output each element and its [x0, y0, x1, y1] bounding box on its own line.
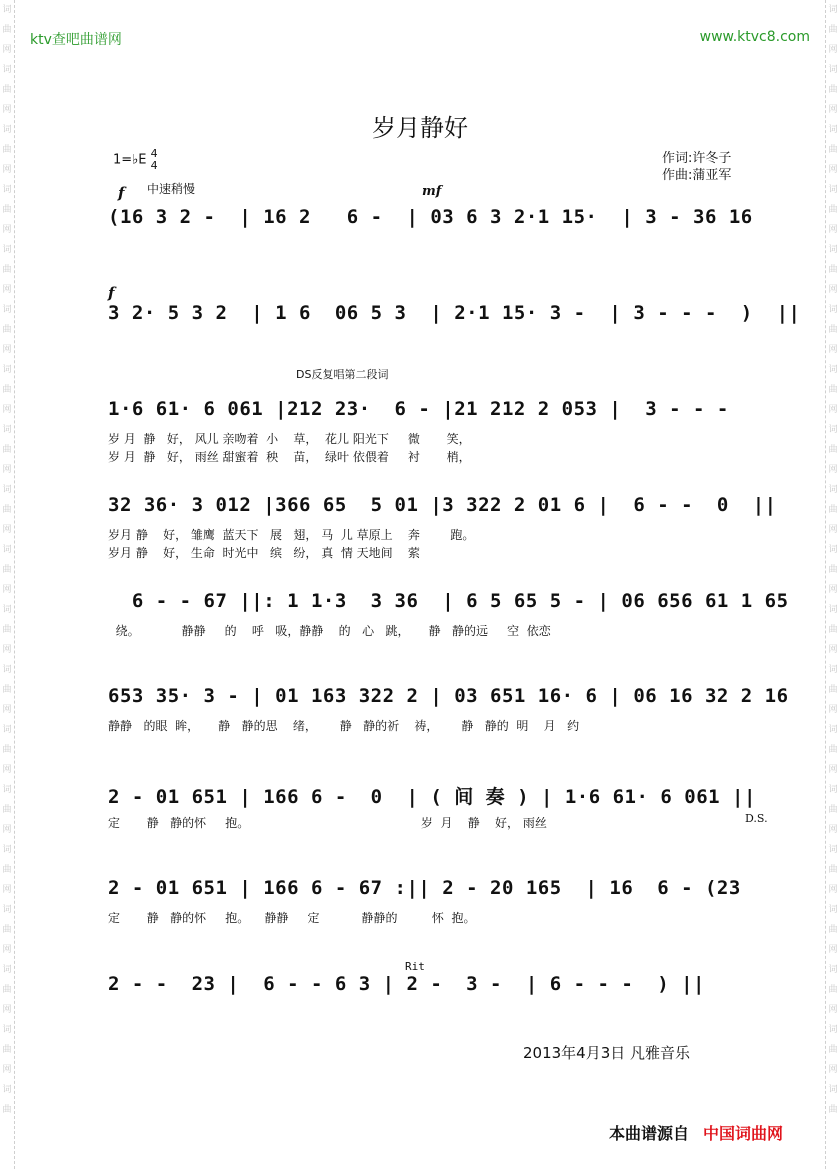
notation-line: 2 - - 23 | 6 - - 6 3 | 2 - 3 - | 6 - - - ) ||: [108, 973, 705, 995]
notation-line: (16 3 2 - | 16 2 6 - | 03 6 3 2·1 15· | 3 - 36 16: [108, 206, 753, 228]
watermark-char: 曲: [828, 145, 838, 155]
watermark-char: 网: [828, 945, 838, 955]
left-margin-watermark: [0, 0, 15, 1169]
notation-line: 3 2· 5 3 2 | 1 6 06 5 3 | 2·1 15· 3 - | 3 - - - ) ||: [108, 302, 801, 324]
watermark-char: 词: [828, 545, 838, 555]
watermark-char: 词: [828, 605, 838, 615]
watermark-char: 网: [2, 1065, 12, 1075]
watermark-char: 词: [2, 725, 12, 735]
watermark-char: 词: [2, 485, 12, 495]
watermark-char: 网: [828, 45, 838, 55]
watermark-char: 网: [2, 825, 12, 835]
watermark-char: 曲: [2, 265, 12, 275]
watermark-char: 曲: [828, 565, 838, 575]
time-numerator: 4: [150, 147, 158, 160]
watermark-char: 词: [2, 245, 12, 255]
credits: [662, 150, 731, 184]
watermark-char: 网: [2, 765, 12, 775]
watermark-char: 词: [2, 305, 12, 315]
watermark-char: 网: [2, 525, 12, 535]
watermark-char: 词: [828, 125, 838, 135]
watermark-char: 曲: [828, 385, 838, 395]
lyrics-verse-1: 定 静 静的怀 抱。 静静 定 静静的 怀 抱。: [108, 911, 476, 925]
notation-line: 6 - - 67 ||: 1 1·3 3 36 | 6 5 65 5 - | 06 656 61 1 65: [108, 590, 789, 612]
watermark-char: 词: [2, 365, 12, 375]
watermark-char: 词: [828, 365, 838, 375]
right-margin-watermark: [825, 0, 840, 1169]
watermark-char: 网: [2, 105, 12, 115]
watermark-char: 曲: [828, 325, 838, 335]
watermark-char: 网: [828, 1005, 838, 1015]
key-signature: [113, 148, 158, 172]
watermark-char: 曲: [828, 685, 838, 695]
watermark-char: 网: [2, 705, 12, 715]
watermark-char: 网: [828, 225, 838, 235]
watermark-char: 词: [828, 185, 838, 195]
watermark-char: 网: [828, 705, 838, 715]
watermark-char: 词: [2, 785, 12, 795]
watermark-char: 词: [828, 485, 838, 495]
watermark-char: 网: [2, 285, 12, 295]
watermark-char: 网: [828, 345, 838, 355]
watermark-char: 曲: [2, 325, 12, 335]
watermark-char: 网: [828, 825, 838, 835]
watermark-char: 网: [2, 1005, 12, 1015]
watermark-char: 网: [828, 465, 838, 475]
watermark-char: 曲: [828, 865, 838, 875]
watermark-char: 词: [2, 1025, 12, 1035]
watermark-char: 网: [828, 105, 838, 115]
lyrics-verse-1: 岁 月 静 好， 风儿 亲吻着 小 草， 花儿 阳光下 微 笑，: [108, 432, 471, 446]
rit-marking: Rit: [405, 960, 425, 973]
watermark-char: 词: [2, 665, 12, 675]
tempo-marking: 中速稍慢: [147, 182, 196, 196]
watermark-char: 网: [828, 525, 838, 535]
lyrics-verse-1: 静静 的眼 眸， 静 静的思 绪， 静 静的祈 祷， 静 静的 明 月 约: [108, 719, 580, 733]
source-label: 本曲谱源自: [609, 1124, 690, 1143]
watermark-char: 曲: [2, 745, 12, 755]
watermark-char: 网: [2, 405, 12, 415]
watermark-char: 曲: [828, 625, 838, 635]
notation-line: 1·6 61· 6 061 |212 23· 6 - |21 212 2 053 | 3 - - -: [108, 398, 729, 420]
header-right-site[interactable]: www.ktvc8.com: [699, 29, 810, 45]
watermark-char: 网: [828, 165, 838, 175]
watermark-char: 词: [2, 905, 12, 915]
watermark-char: 曲: [828, 1105, 838, 1115]
watermark-char: 词: [2, 65, 12, 75]
watermark-char: 词: [828, 1085, 838, 1095]
watermark-char: 曲: [2, 505, 12, 515]
watermark-char: 词: [2, 605, 12, 615]
watermark-char: 词: [828, 785, 838, 795]
lyrics-verse-1: 绕。 静静 的 呼 吸，静静 的 心 跳， 静 静的远 空 依恋: [108, 624, 551, 638]
watermark-char: 网: [2, 225, 12, 235]
watermark-char: 曲: [2, 85, 12, 95]
lyrics-verse-2: 岁 月 静 好， 雨丝 甜蜜着 秧 苗， 绿叶 依偎着 衬 梢，: [108, 450, 471, 464]
song-title: 岁月静好: [372, 114, 468, 142]
watermark-char: 网: [828, 585, 838, 595]
watermark-char: 曲: [828, 805, 838, 815]
watermark-char: 词: [828, 665, 838, 675]
watermark-char: 网: [2, 885, 12, 895]
watermark-char: 曲: [828, 265, 838, 275]
watermark-char: 曲: [828, 25, 838, 35]
watermark-char: 网: [2, 585, 12, 595]
lyrics-verse-1: 定 静 静的怀 抱。 岁 月 静 好， 雨丝: [108, 816, 547, 830]
watermark-char: 网: [828, 885, 838, 895]
watermark-char: 词: [828, 845, 838, 855]
watermark-char: 曲: [828, 205, 838, 215]
source-credit: [609, 1121, 783, 1144]
composer: 作曲:蒲亚军: [662, 168, 732, 183]
watermark-char: 词: [2, 545, 12, 555]
watermark-char: 词: [2, 425, 12, 435]
watermark-char: 曲: [2, 1105, 12, 1115]
watermark-char: 曲: [828, 1045, 838, 1055]
watermark-char: 曲: [2, 685, 12, 695]
watermark-char: 词: [828, 905, 838, 915]
watermark-char: 网: [2, 465, 12, 475]
dynamic-mf: mf: [422, 184, 442, 199]
watermark-char: 曲: [2, 565, 12, 575]
watermark-char: 词: [2, 845, 12, 855]
watermark-char: 网: [828, 285, 838, 295]
watermark-char: 曲: [828, 445, 838, 455]
ds-marking: D.S.: [745, 812, 768, 825]
watermark-char: 曲: [2, 805, 12, 815]
notation-line: 2 - 01 651 | 166 6 - 0 | ( 间 奏 ) | 1·6 61· 6 061 ||: [108, 786, 756, 808]
watermark-char: 词: [828, 5, 838, 15]
source-site-link[interactable]: 中国词曲网: [703, 1124, 784, 1143]
watermark-char: 词: [828, 965, 838, 975]
watermark-char: 词: [828, 305, 838, 315]
watermark-char: 曲: [2, 625, 12, 635]
watermark-char: 曲: [828, 745, 838, 755]
watermark-char: 网: [2, 165, 12, 175]
watermark-char: 网: [828, 645, 838, 655]
watermark-char: 曲: [828, 505, 838, 515]
watermark-char: 网: [2, 945, 12, 955]
dynamic-f-1: f: [118, 184, 125, 202]
watermark-char: 曲: [2, 385, 12, 395]
watermark-char: 网: [2, 645, 12, 655]
watermark-char: 词: [2, 965, 12, 975]
ds-annotation: DS反复唱第二段词: [296, 368, 389, 381]
lyricist: 作词:许冬子: [662, 151, 732, 166]
watermark-char: 词: [828, 725, 838, 735]
notation-line: 653 35· 3 - | 01 163 322 2 | 03 651 16· 6 | 06 16 32 2 16: [108, 685, 789, 707]
watermark-char: 曲: [2, 205, 12, 215]
date-stamp: 2013年4月3日 凡雅音乐: [523, 1044, 691, 1062]
watermark-char: 网: [2, 345, 12, 355]
watermark-char: 曲: [2, 1045, 12, 1055]
notation-line: 2 - 01 651 | 166 6 - 67 :|| 2 - 20 165 | 16 6 - (23: [108, 877, 741, 899]
watermark-char: 曲: [2, 145, 12, 155]
key-label: 1=♭E: [113, 152, 147, 168]
watermark-char: 曲: [828, 985, 838, 995]
watermark-char: 曲: [2, 865, 12, 875]
watermark-char: 词: [828, 245, 838, 255]
watermark-char: 曲: [2, 445, 12, 455]
lyrics-verse-2: 岁月 静 好， 生命 时光中 缤 纷， 真 情 天地间 萦: [108, 546, 420, 560]
watermark-char: 网: [2, 45, 12, 55]
watermark-char: 曲: [828, 925, 838, 935]
watermark-char: 词: [2, 185, 12, 195]
watermark-char: 曲: [828, 85, 838, 95]
watermark-char: 词: [828, 425, 838, 435]
watermark-char: 词: [2, 1085, 12, 1095]
watermark-char: 词: [2, 5, 12, 15]
time-denominator: 4: [150, 159, 158, 172]
watermark-char: 网: [828, 405, 838, 415]
watermark-char: 网: [828, 765, 838, 775]
watermark-char: 词: [2, 125, 12, 135]
watermark-char: 曲: [2, 925, 12, 935]
header-left-site[interactable]: ktv查吧曲谱网: [30, 32, 122, 48]
time-signature: [151, 148, 158, 172]
watermark-char: 曲: [2, 985, 12, 995]
lyrics-verse-1: 岁月 静 好， 雏鹰 蓝天下 展 翅， 马 儿 草原上 奔 跑。: [108, 528, 475, 542]
dynamic-f-2: f: [108, 284, 115, 302]
notation-line: 32 36· 3 012 |366 65 5 01 |3 322 2 01 6 | 6 - - 0 ||: [108, 494, 777, 516]
watermark-char: 词: [828, 65, 838, 75]
watermark-char: 网: [828, 1065, 838, 1075]
watermark-char: 词: [828, 1025, 838, 1035]
watermark-char: 曲: [2, 25, 12, 35]
